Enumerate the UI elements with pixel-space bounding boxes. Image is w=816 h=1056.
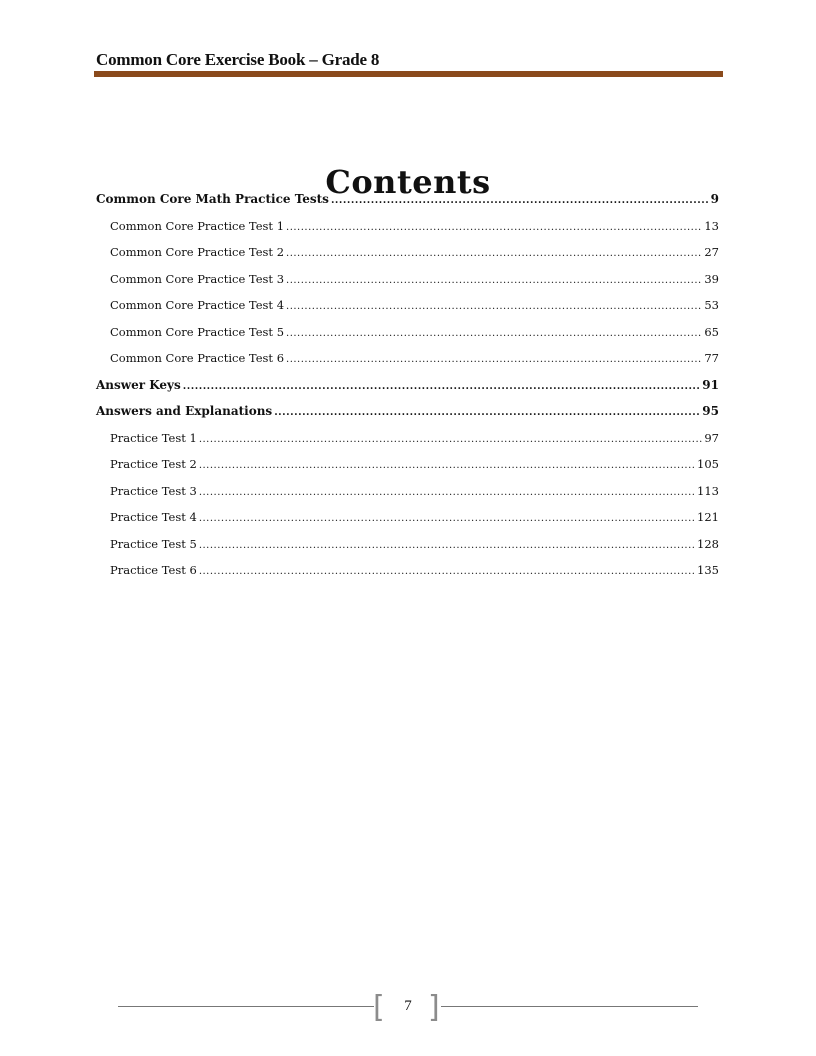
toc-entry-page: 77 bbox=[704, 351, 719, 365]
toc-entry[interactable] bbox=[96, 425, 719, 452]
toc-entry[interactable] bbox=[96, 398, 719, 425]
toc-entry-page: 13 bbox=[704, 218, 719, 233]
toc-dot-leader bbox=[274, 400, 700, 427]
running-header-title: Common Core Exercise Book – Grade 8 bbox=[96, 50, 380, 69]
toc-entry-page: 53 bbox=[704, 298, 719, 312]
footer-left-bracket: [ bbox=[373, 990, 385, 1025]
toc-dot-leader bbox=[199, 506, 695, 533]
toc-entry-label: Answer Keys bbox=[96, 377, 181, 392]
toc-entry-label: Common Core Practice Test 5 bbox=[110, 324, 285, 339]
toc-entry-label: Answers and Explanations bbox=[96, 404, 273, 418]
toc-entry-label: Practice Test 1 bbox=[110, 430, 197, 445]
toc-entry[interactable] bbox=[96, 478, 719, 505]
toc-dot-leader bbox=[199, 559, 695, 586]
toc-entry[interactable] bbox=[96, 292, 719, 319]
toc-entry-page: 135 bbox=[697, 563, 719, 577]
toc-entry-label: Practice Test 2 bbox=[110, 457, 197, 471]
toc-entry[interactable] bbox=[96, 504, 719, 531]
toc-entry-label: Common Core Practice Test 4 bbox=[110, 298, 285, 312]
contents-title: Contents bbox=[325, 163, 491, 202]
toc-entry[interactable] bbox=[96, 531, 719, 558]
toc-dot-leader bbox=[331, 188, 709, 215]
toc-entry-label: Practice Test 3 bbox=[110, 483, 197, 498]
toc-entry[interactable] bbox=[96, 266, 719, 293]
toc-dot-leader bbox=[286, 268, 702, 295]
toc-entry-label: Practice Test 6 bbox=[110, 563, 197, 577]
toc-entry[interactable] bbox=[96, 319, 719, 346]
toc-dot-leader bbox=[286, 241, 702, 268]
toc-entry-page: 105 bbox=[697, 457, 719, 471]
toc-entry-page: 9 bbox=[710, 192, 719, 206]
toc-dot-leader bbox=[199, 533, 695, 560]
toc-entry[interactable] bbox=[96, 372, 719, 399]
toc-entry[interactable] bbox=[96, 451, 719, 478]
table-of-contents bbox=[96, 186, 719, 584]
toc-entry-label: Common Core Math Practice Tests bbox=[96, 192, 329, 206]
page-number: 7 bbox=[404, 998, 412, 1014]
toc-entry-label: Common Core Practice Test 3 bbox=[110, 271, 285, 286]
toc-dot-leader bbox=[286, 347, 702, 374]
toc-entry-label: Common Core Practice Test 6 bbox=[110, 351, 285, 365]
footer-rule-right bbox=[441, 1006, 698, 1007]
toc-entry-page: 113 bbox=[697, 483, 719, 498]
toc-dot-leader bbox=[286, 321, 702, 348]
toc-entry-page: 65 bbox=[704, 324, 719, 339]
toc-dot-leader bbox=[286, 215, 702, 242]
toc-entry-page: 91 bbox=[702, 377, 719, 392]
toc-entry-label: Practice Test 5 bbox=[110, 536, 197, 551]
toc-entry-page: 121 bbox=[697, 510, 719, 524]
toc-dot-leader bbox=[286, 294, 702, 321]
toc-dot-leader bbox=[199, 453, 695, 480]
header-rule bbox=[94, 71, 723, 77]
toc-entry-page: 128 bbox=[697, 536, 719, 551]
footer-right-bracket: ] bbox=[428, 990, 440, 1025]
toc-dot-leader bbox=[199, 480, 695, 507]
toc-entry[interactable] bbox=[96, 239, 719, 266]
toc-entry[interactable] bbox=[96, 213, 719, 240]
toc-entry-page: 39 bbox=[704, 271, 719, 286]
toc-entry-label: Common Core Practice Test 1 bbox=[110, 218, 285, 233]
toc-entry-page: 27 bbox=[704, 245, 719, 259]
toc-entry-page: 95 bbox=[702, 404, 719, 418]
toc-dot-leader bbox=[199, 427, 703, 454]
toc-entry-page: 97 bbox=[704, 430, 719, 445]
toc-entry[interactable] bbox=[96, 186, 719, 213]
toc-entry-label: Common Core Practice Test 2 bbox=[110, 245, 285, 259]
toc-entry-label: Practice Test 4 bbox=[110, 510, 197, 524]
toc-entry[interactable] bbox=[96, 345, 719, 372]
toc-entry[interactable] bbox=[96, 557, 719, 584]
toc-dot-leader bbox=[183, 374, 701, 401]
